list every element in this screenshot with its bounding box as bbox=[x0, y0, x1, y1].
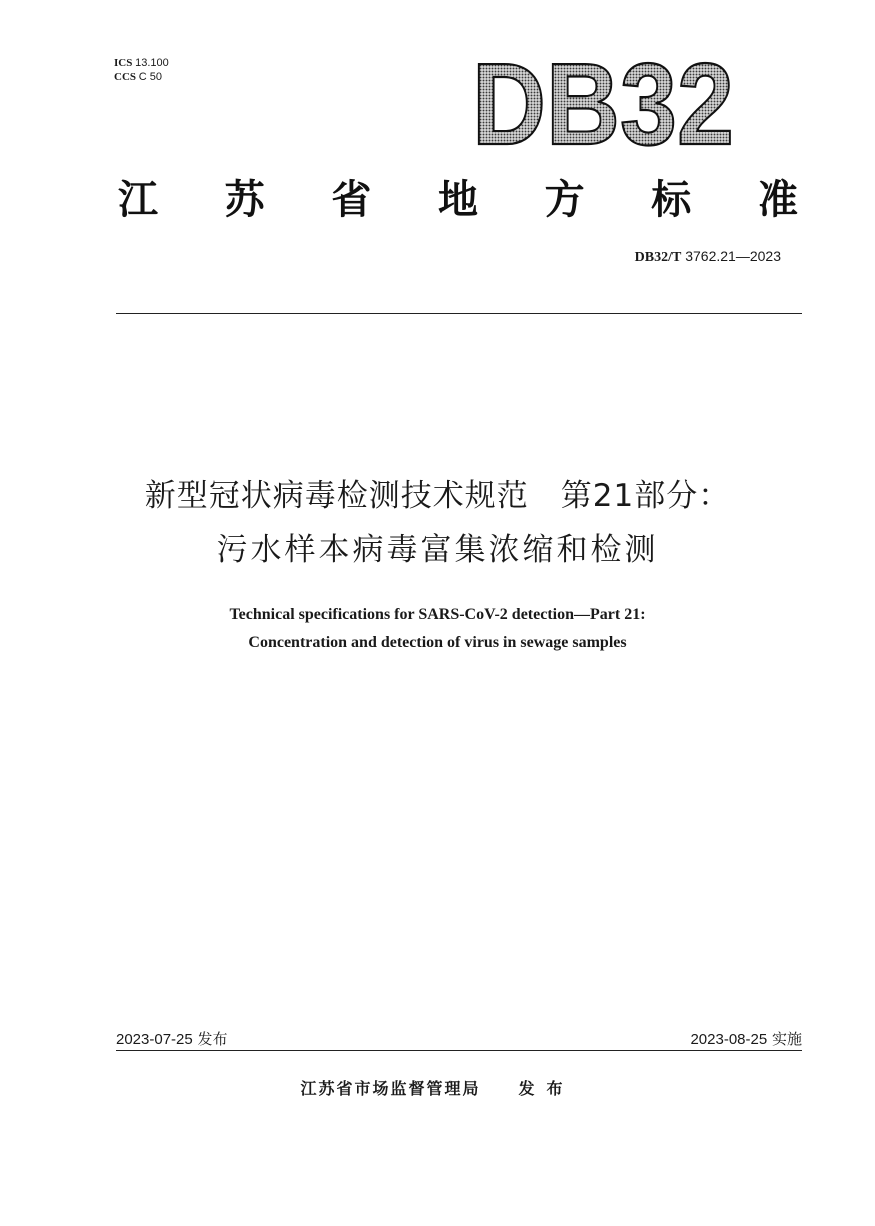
issuer bbox=[0, 1076, 875, 1099]
standard-number-value: 3762.21—2023 bbox=[685, 248, 781, 264]
standard-number-prefix: DB32/T bbox=[634, 250, 682, 265]
issue-date-label: 发布 bbox=[197, 1030, 228, 1048]
implementation-date-value: 2023-08-25 bbox=[690, 1031, 768, 1048]
standard-type bbox=[118, 172, 798, 228]
standard-mark-text: DB32 bbox=[472, 39, 734, 169]
standard-number bbox=[635, 248, 781, 266]
ics-code bbox=[114, 56, 169, 70]
issuer-organization: 江苏省市场监督管理局 bbox=[300, 1079, 481, 1098]
standard-type-char: 地 bbox=[437, 177, 478, 223]
title-en-line2: Concentration and detection of virus in sewage samples bbox=[248, 634, 627, 651]
standard-mark-logo bbox=[470, 39, 736, 169]
header-divider bbox=[116, 313, 802, 314]
standard-type-char: 江 bbox=[118, 177, 158, 223]
standard-type-char: 方 bbox=[544, 177, 585, 223]
ics-value: 13.100 bbox=[135, 57, 169, 69]
ccs-code bbox=[114, 70, 169, 84]
issuer-action: 发布 bbox=[518, 1079, 575, 1098]
issue-date bbox=[116, 1028, 228, 1049]
title-en-line1: Technical specifications for SARS-CoV-2 detection—Part 21: bbox=[229, 606, 646, 623]
classification-codes bbox=[114, 56, 169, 84]
implementation-date bbox=[690, 1028, 802, 1049]
footer-divider bbox=[116, 1050, 802, 1051]
standard-type-char: 省 bbox=[331, 177, 372, 223]
ccs-key: CCS bbox=[114, 71, 137, 83]
ccs-value: C 50 bbox=[138, 71, 163, 83]
implementation-date-label: 实施 bbox=[771, 1030, 802, 1048]
title-cn-line1: 新型冠状病毒检测技术规范 第21部分： bbox=[144, 478, 731, 514]
standard-type-char: 准 bbox=[757, 177, 798, 223]
ics-key: ICS bbox=[114, 57, 133, 69]
issue-date-value: 2023-07-25 bbox=[116, 1031, 193, 1048]
standard-type-char: 苏 bbox=[224, 177, 265, 223]
standard-type-char: 标 bbox=[651, 177, 692, 223]
title-cn-line2: 污水样本病毒富集浓缩和检测 bbox=[216, 532, 659, 568]
